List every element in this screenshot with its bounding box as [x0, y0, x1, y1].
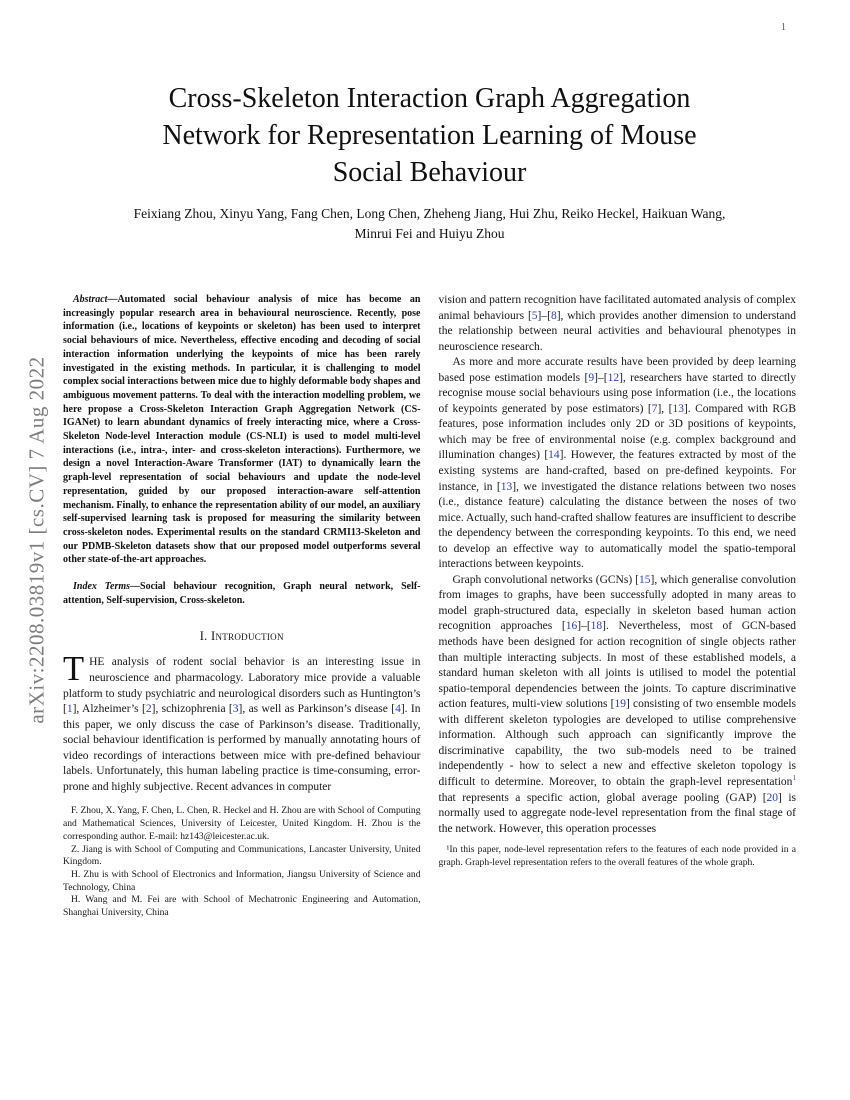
right-column: [439, 293, 797, 920]
author-list-line-1: Feixiang Zhou, Xinyu Yang, Fang Chen, Long Chen, Zheheng Jiang, Hui Zhu, Reiko Heckel, Haikuan Wang,: [133, 206, 726, 221]
footnote-affiliation-4: H. Wang and M. Fei are with School of Mechatronic Engineering and Automation, Shanghai University, China: [63, 894, 421, 919]
footnote-marker-link[interactable]: 1: [792, 774, 796, 783]
index-terms-text: —Social behaviour recognition, Graph neural network, Self-attention, Self-supervision, Cross-skeleton.: [63, 581, 421, 606]
citation-link[interactable]: 3: [232, 703, 239, 716]
page-number: 1: [781, 22, 786, 33]
citation-link[interactable]: 12: [607, 371, 620, 384]
footnote-affiliation-3: H. Zhu is with School of Electronics and Information, Jiangsu University of Science and Technology, China: [63, 868, 421, 893]
abstract-label: Abstract: [73, 294, 108, 305]
citation-link[interactable]: 2: [145, 703, 152, 716]
citation-link[interactable]: 18: [590, 620, 603, 633]
citation-link[interactable]: 19: [614, 698, 627, 711]
abstract-paragraph: [63, 293, 421, 567]
body-paragraph-2: As more and more accurate results have been provided by deep learning based pose estimation models [9]–[12], researchers have started to directly recognise mouse social behaviours using pose information (i.e., the locations of keypoints generated by pose estimators) [7], [13]. Compared with RGB features, pose information includes only 2D or 3D positions of keypoints, which may be free of environmental noise (e.g. complex background and illumination changes) [14]. However, the features extracted by most of the existing systems are hand-crafted, based on pre-defined keypoints. For instance, in [13], we investigated the distance relations between two noses (i.e., distance feature) calculating the distance between the noses of two mice. Actually, such hand-crafted shallow features are insufficient to describe the dependency between the corresponding keypoints. To this end, we need to develop an effective way to automatically model the spatio-temporal interactions between keypoints.: [438, 356, 796, 571]
abstract-text: —Automated social behaviour analysis of mice has become an increasingly popular research area in behavioural neuroscience. Recently, pose information (i.e., locations of keypoints or skeleton) has been used to interpret social behaviours of mice. Nevertheless, effective encoding and decoding of social interaction information underlying the keypoints of mice has been rarely investigated in the existing methods. In particular, it is challenging to model complex social interactions between mice due to highly deformable body shapes and ambiguous movement patterns. To deal with the interaction modelling problem, we here propose a Cross-Skeleton Interaction Graph Aggregation Network (CS-IGANet) to learn abundant dynamics of freely interacting mice, where a Cross-Skeleton Node-level Interaction module (CS-NLI) is used to model multi-level interactions (i.e., intra-, inter- and cross-skeleton interactions). Furthermore, we design a novel Interaction-Aware Transformer (IAT) to dynamically learn the graph-level representation of social behaviours and update the node-level representation, guided by our proposed interaction-aware self-attention mechanism. Finally, to enhance the representation ability of our model, an auxiliary self-supervised learning task is proposed for measuring the similarity between cross-skeleton nodes. Experimental results on the standard CRMI13-Skeleton and our PDMB-Skeleton datasets show that our proposed model outperforms several other state-of-the-art approaches.: [63, 294, 421, 566]
paper-content: [63, 80, 796, 920]
left-column: [63, 293, 421, 920]
citation-link[interactable]: 9: [588, 371, 595, 384]
paper-title: [63, 80, 796, 191]
author-list-line-2: Minrui Fei and Huiyu Zhou: [354, 225, 505, 241]
citation-link[interactable]: 8: [550, 309, 557, 322]
citation-link[interactable]: 20: [766, 791, 779, 804]
footnote-affiliation-2: Z. Jiang is with School of Computing and Communications, Lancaster University, United Kingdom.: [63, 843, 421, 868]
citation-link[interactable]: 1: [66, 703, 73, 716]
section-heading-introduction: I. Introduction: [199, 629, 284, 644]
intro-paragraph-text: HE analysis of rodent social behavior is an interesting issue in neuroscience and pharmacology. Laboratory mice provide a valuable platform to study psychiatric and neurological disorders such as Huntington’s [1], Alzheimer’s [2], schizophrenia [3], as well as Parkinson’s disease [4]. In this paper, we only discuss the case of Parkinson’s disease. Traditionally, social behaviour identification is performed by manually annotating hours of video recordings of interactions between mice with pre-defined behaviour labels. Unfortunately, this human labeling practice is time-consuming, error-prone and highly subjective. Recent advances in computer: [63, 656, 421, 793]
author-affiliation-footnotes: [63, 805, 421, 919]
citation-link[interactable]: 14: [548, 449, 560, 462]
citation-link[interactable]: 13: [500, 480, 513, 493]
citation-link[interactable]: 13: [672, 402, 684, 415]
index-terms-label: Index Terms: [73, 581, 131, 593]
paper-title-line-3: Social Behaviour: [332, 157, 527, 188]
intro-paragraph: [63, 650, 421, 795]
arxiv-watermark: arXiv:2208.03819v1 [cs.CV] 7 Aug 2022: [24, 356, 49, 724]
body-paragraph-1: vision and pattern recognition have facilitated automated analysis of complex animal behaviours [5]–[8], which provides another dimension to understand the relationship between neural activities and behavioural phenotypes in neuroscience research.: [438, 294, 796, 353]
citation-link[interactable]: 7: [651, 402, 658, 415]
author-list: [63, 204, 796, 243]
footnote-affiliation-1: F. Zhou, X. Yang, F. Chen, L. Chen, R. Heckel and H. Zhou are with School of Computing and Mathematical Sciences, University of Leicester, United Kingdom. H. Zhou is the corresponding author. E-mail: hz143@leicester.ac.uk.: [63, 805, 421, 842]
citation-link[interactable]: 16: [565, 620, 578, 633]
citation-link[interactable]: 4: [395, 703, 401, 716]
citation-link[interactable]: 15: [639, 573, 651, 586]
citation-link[interactable]: 5: [531, 309, 538, 322]
body-paragraph-3: Graph convolutional networks (GCNs) [15], which generalise convolution from images to graphs, have been successfully adopted in many areas to model graph-structured data, especially in skeleton based human action recognition approaches [16]–[18]. Nevertheless, most of GCN-based methods have been designed for action recognition of single objects rather than multiple interacting subjects. In most of these established models, a standard human skeleton with all joints is utilised to model the potential spatio-temporal dependencies between the joints. To capture discriminative action features, multi-view solutions [19] consisting of two ensemble models with different skeleton typologies are developed to utilise comprehensive information. Although such approach can significantly improve the discriminative capability, the two sub-models need to be trained independently - how to select a new and effective skeleton topology is difficult to determine. Moreover, to obtain the graph-level representation$^1$ that represents a specific action, global average pooling (GAP) [20] is normally used to aggregate node-level representation from the final stage of the network. However, this operation processes: [438, 573, 796, 835]
paper-title-line-1: Cross-Skeleton Interaction Graph Aggregation: [168, 83, 691, 114]
two-column-body: [63, 293, 796, 920]
dropcap-letter: T: [63, 650, 85, 689]
index-terms-paragraph: [63, 580, 421, 607]
paper-title-line-2: Network for Representation Learning of Mouse: [162, 120, 697, 151]
footnote-definition-1: ¹In this paper, node-level representation refers to the features of each node provided in a graph. Graph-level representation refers to the overall features of the whole graph.: [438, 844, 796, 868]
